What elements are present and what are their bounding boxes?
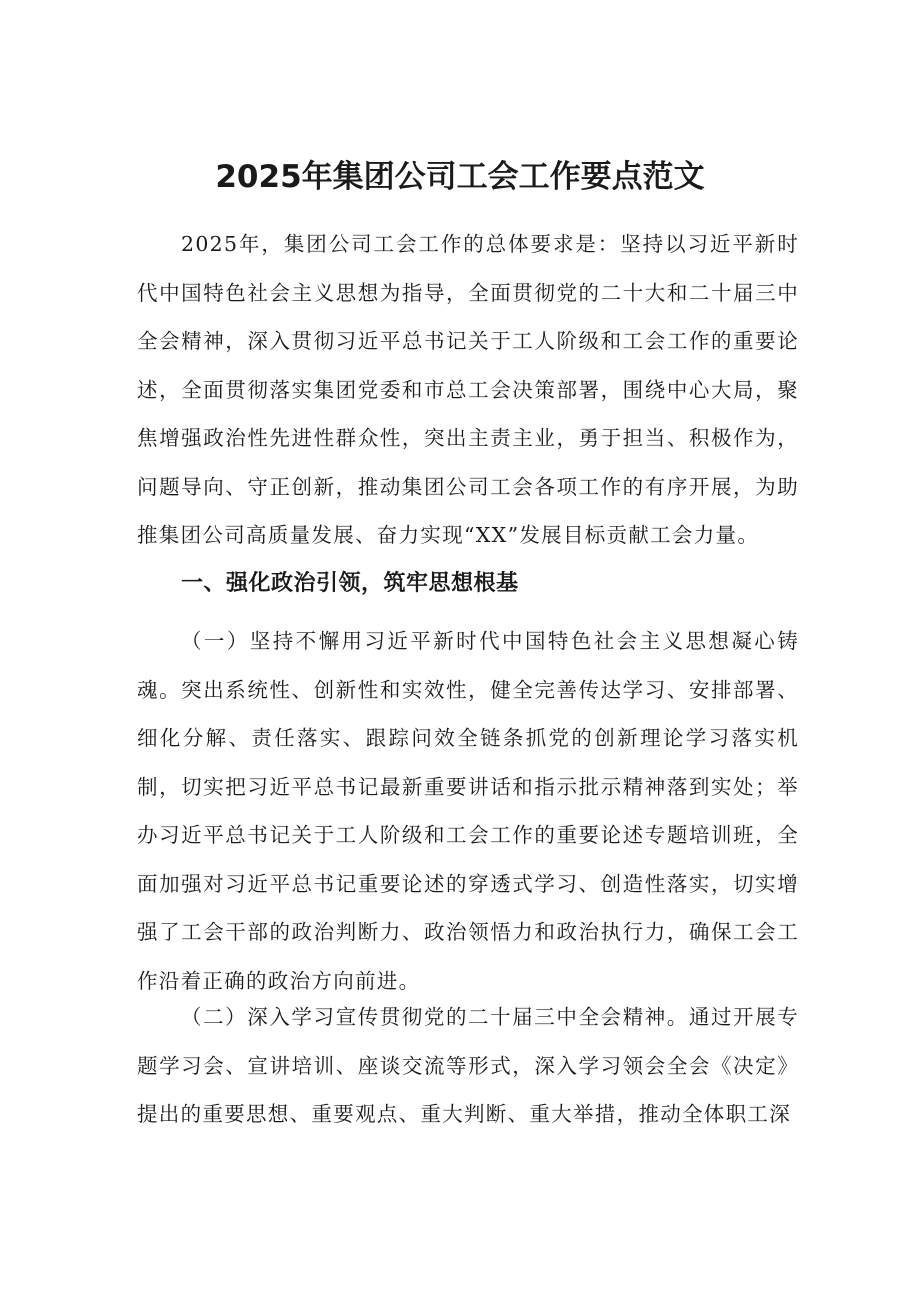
section-heading-1: 一、强化政治引领，筑牢思想根基 bbox=[181, 571, 519, 596]
document-title: 2025年集团公司工会工作要点范文 bbox=[215, 159, 705, 195]
intro-paragraph: 2025年，集团公司工会工作的总体要求是：坚持以习近平新时代中国特色社会主义思想为指导，全面贯彻党的二十大和二十届三中全会精神，深入贯彻习近平总书记关于工人阶级和工会工作的重要论述，全面贯彻落实集团党委和市总工会决策部署，围绕中心大局，聚焦增强政治性先进性群众性，突出主责主业，勇于担当、积极作为，问题导向、守正创新，推动集团公司工会各项工作的有序开展，为助推集团公司高质量发展、奋力实现“XX”发展目标贡献工会力量。 bbox=[137, 232, 799, 547]
item-1-paragraph: （一）坚持不懈用习近平新时代中国特色社会主义思想凝心铸魂。突出系统性、创新性和实效性，健全完善传达学习、安排部署、细化分解、责任落实、跟踪问效全链条抓党的创新理论学习落实机制，切实把习近平总书记最新重要讲话和指示批示精神落到实处；举办习近平总书记关于工人阶级和工会工作的重要论述专题培训班，全面加强对习近平总书记重要论述的穿透式学习、创造性落实，切实增强了工会干部的政治判断力、政治领悟力和政治执行力，确保工会工作沿着正确的政治方向前进。 bbox=[137, 629, 799, 993]
item-2-paragraph: （二）深入学习宣传贯彻党的二十届三中全会精神。通过开展专题学习会、宣讲培训、座谈交流等形式，深入学习领会全会《决定》提出的重要思想、重要观点、重大判断、重大举措，推动全体职工深 bbox=[137, 1005, 799, 1126]
